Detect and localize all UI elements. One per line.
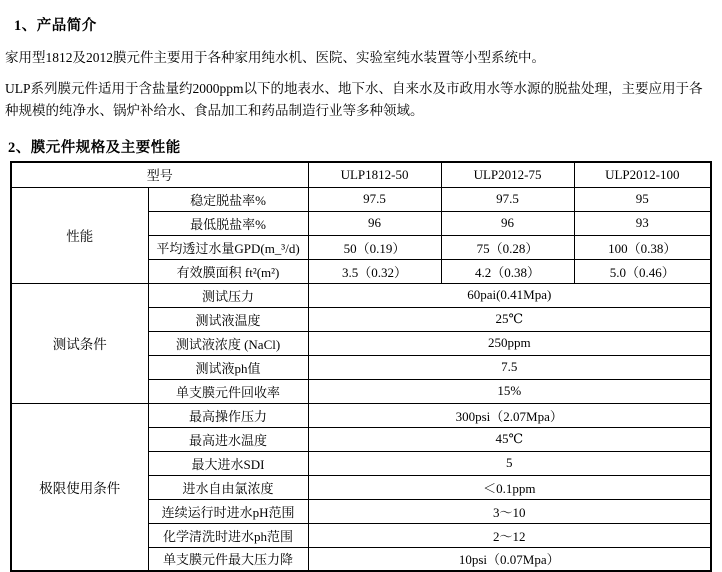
value-cell: 95 — [574, 187, 711, 211]
table-row — [11, 283, 711, 307]
value-cell: 2～12 — [308, 523, 711, 547]
value-cell: 96 — [441, 211, 574, 235]
row-label-cell: 测试液ph值 — [148, 355, 308, 379]
value-cell: 97.5 — [308, 187, 441, 211]
row-label-cell: 稳定脱盐率% — [148, 187, 308, 211]
table-row — [11, 403, 711, 427]
model-name-cell: ULP1812-50 — [308, 162, 441, 187]
value-cell: 75（0.28） — [441, 235, 574, 259]
row-label-cell: 进水自由氯浓度 — [148, 475, 308, 499]
table-header-row — [11, 162, 711, 187]
group-cell-test-conditions: 测试条件 — [11, 283, 148, 403]
value-cell: ＜0.1ppm — [308, 475, 711, 499]
value-cell: 250ppm — [308, 331, 711, 355]
section-1-heading: 1、产品简介 — [14, 18, 97, 34]
spec-table — [10, 161, 712, 572]
row-label-cell: 平均透过水量GPD(m_³/d) — [148, 235, 308, 259]
table-row — [11, 187, 711, 211]
value-cell: 5.0（0.46） — [574, 259, 711, 283]
row-label-cell: 单支膜元件最大压力降 — [148, 547, 308, 571]
value-cell: 7.5 — [308, 355, 711, 379]
row-label-cell: 最高进水温度 — [148, 427, 308, 451]
row-label-cell: 最低脱盐率% — [148, 211, 308, 235]
row-label-cell: 测试液浓度 (NaCl) — [148, 331, 308, 355]
value-cell: 100（0.38） — [574, 235, 711, 259]
group-cell-performance: 性能 — [11, 187, 148, 283]
value-cell: 60pai(0.41Mpa) — [308, 283, 711, 307]
value-cell: 10psi（0.07Mpa） — [308, 547, 711, 571]
row-label-cell: 测试压力 — [148, 283, 308, 307]
intro-paragraph-2: ULP系列膜元件适用于含盐量约2000ppm以下的地表水、地下水、自来水及市政用水等水源的脱盐处理，主要应用于各种规模的纯净水、锅炉补给水、食品加工和药品制造行业等多种领域。 — [5, 81, 703, 118]
section-2-heading: 2、膜元件规格及主要性能 — [8, 140, 181, 156]
row-label-cell: 有效膜面积 ft²(m²) — [148, 259, 308, 283]
value-cell: 50（0.19） — [308, 235, 441, 259]
model-name-cell: ULP2012-100 — [574, 162, 711, 187]
value-cell: 300psi（2.07Mpa） — [308, 403, 711, 427]
value-cell: 3.5（0.32） — [308, 259, 441, 283]
value-cell: 93 — [574, 211, 711, 235]
value-cell: 97.5 — [441, 187, 574, 211]
value-cell: 5 — [308, 451, 711, 475]
model-label-cell: 型号 — [11, 162, 308, 187]
intro-paragraph-1: 家用型1812及2012膜元件主要用于各种家用纯水机、医院、实验室纯水装置等小型系统中。 — [5, 50, 545, 65]
value-cell: 15% — [308, 379, 711, 403]
row-label-cell: 连续运行时进水pH范围 — [148, 499, 308, 523]
row-label-cell: 最高操作压力 — [148, 403, 308, 427]
row-label-cell: 单支膜元件回收率 — [148, 379, 308, 403]
value-cell: 3～10 — [308, 499, 711, 523]
group-cell-limit-conditions: 极限使用条件 — [11, 403, 148, 571]
value-cell: 25℃ — [308, 307, 711, 331]
row-label-cell: 最大进水SDI — [148, 451, 308, 475]
row-label-cell: 测试液温度 — [148, 307, 308, 331]
value-cell: 96 — [308, 211, 441, 235]
value-cell: 45℃ — [308, 427, 711, 451]
row-label-cell: 化学清洗时进水ph范围 — [148, 523, 308, 547]
value-cell: 4.2（0.38） — [441, 259, 574, 283]
model-name-cell: ULP2012-75 — [441, 162, 574, 187]
